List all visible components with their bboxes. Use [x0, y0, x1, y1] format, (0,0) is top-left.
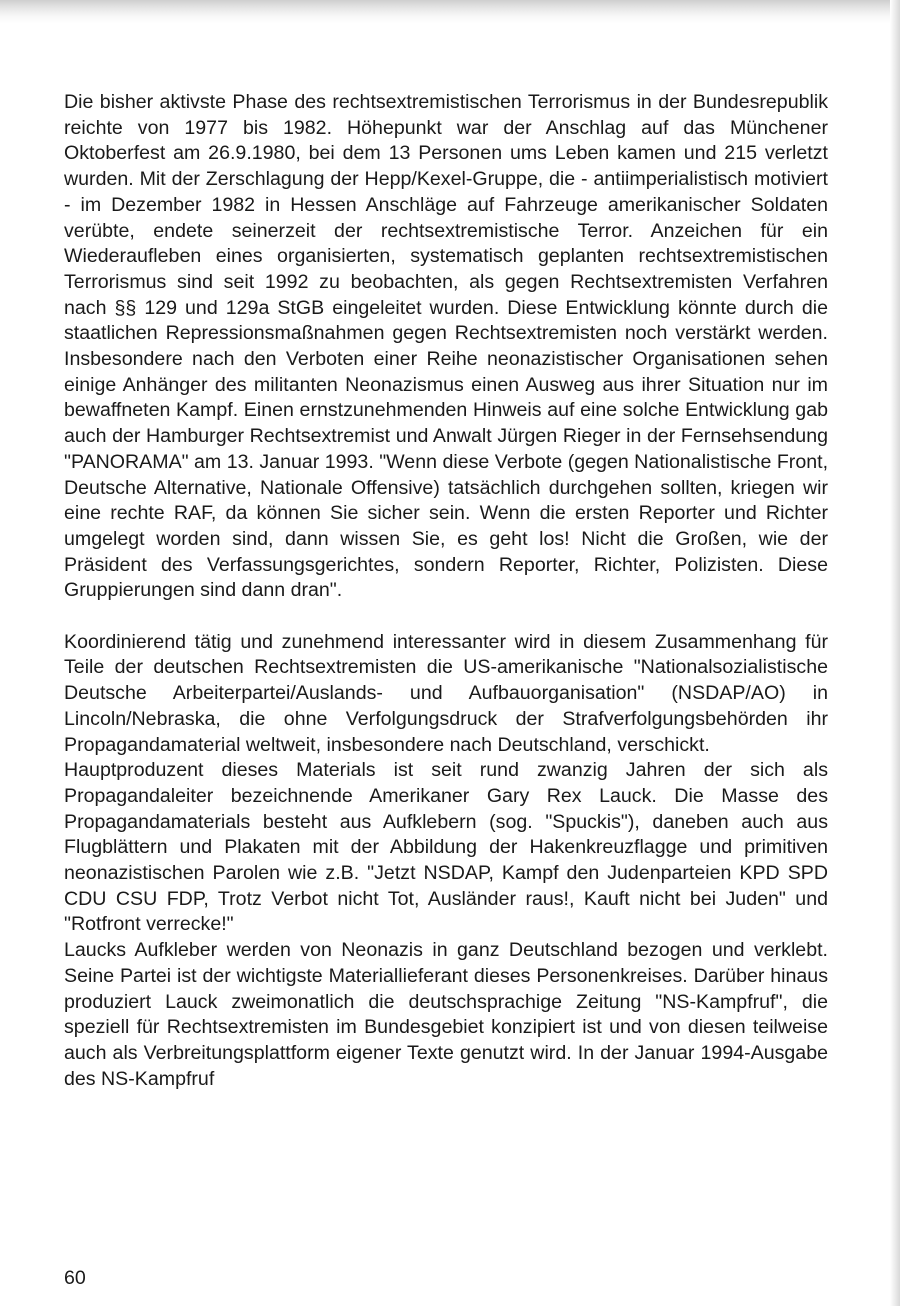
- paragraph-lauck-stickers: Laucks Aufkleber werden von Neonazis in ganz Deutschland bezogen und verklebt. Seine Partei ist der wichtigste Materiallieferant dieses Personenkreises. Darüber hinaus produziert Lauck zweimonatlich die deutschsprachige Zeitung "NS-Kampfruf", die speziell für Rechtsextremisten im Bundesgebiet konzipiert ist und von diesen teilweise auch als Verbreitungsplattform eigener Texte genutzt wird. In der Januar 1994-Ausgabe des NS-Kampfruf: [64, 939, 828, 1090]
- scan-right-edge: [890, 0, 900, 1306]
- body-text: [64, 90, 828, 1092]
- scan-top-edge: [0, 0, 900, 24]
- page-number: 60: [64, 1267, 86, 1289]
- paragraph-terrorism-history: Die bisher aktivste Phase des rechtsextremistischen Terrorismus in der Bundesrepublik reichte von 1977 bis 1982. Höhepunkt war der Anschlag auf das Münchener Oktoberfest am 26.9.1980, bei dem 13 Personen ums Leben kamen und 215 verletzt wurden. Mit der Zerschlagung der Hepp/Kexel-Gruppe, die - antiimperialistisch motiviert - im Dezember 1982 in Hessen Anschläge auf Fahrzeuge amerikanischer Soldaten verübte, endete seinerzeit der rechtsextremistische Terror. Anzeichen für ein Wiederaufleben eines organisierten, systematisch geplanten rechtsextremistischen Terrorismus sind seit 1992 zu beobachten, als gegen Rechtsextremisten Verfahren nach §§ 129 und 129a StGB eingeleitet wurden. Diese Entwicklung könnte durch die staatlichen Repressionsmaßnahmen gegen Rechtsextremisten noch verstärkt werden. Insbesondere nach den Verboten einer Reihe neonazistischer Organisationen sehen einige Anhänger des militanten Neonazismus einen Ausweg aus ihrer Situation nur im bewaffneten Kampf. Einen ernstzunehmenden Hinweis auf eine solche Entwicklung gab auch der Hamburger Rechtsextremist und Anwalt Jürgen Rieger in der Fernsehsendung "PANORAMA" am 13. Januar 1993. "Wenn diese Verbote (gegen Nationalistische Front, Deutsche Alternative, Nationale Offensive) tatsächlich durchgehen sollten, kriegen wir eine rechte RAF, da können Sie sicher sein. Wenn die ersten Reporter und Richter umgelegt worden sind, dann wissen Sie, es geht los! Nicht die Großen, wie der Präsident des Verfassungsgerichtes, sondern Reporter, Richter, Polizisten. Diese Gruppierungen sind dann dran".: [64, 91, 829, 602]
- paragraph-lauck-material: Hauptproduzent dieses Materials ist seit rund zwanzig Jahren der sich als Propagandaleiter bezeichnende Amerikaner Gary Rex Lauck. Die Masse des Propagandamaterials besteht aus Aufklebern (sog. "Spuckis"), daneben auch aus Flugblättern und Plakaten mit der Abbildung der Hakenkreuzflagge und primitiven neonazistischen Parolen wie z.B. "Jetzt NSDAP, Kampf den Judenparteien KPD SPD CDU CSU FDP, Trotz Verbot nicht Tot, Ausländer raus!, Kauft nicht bei Juden" und "Rotfront verrecke!": [64, 759, 828, 936]
- paragraph-nsdap-ao: Koordinierend tätig und zunehmend interessanter wird in diesem Zusammenhang für Teile der deutschen Rechtsextremisten die US-amerikanische "Nationalsozialistische Deutsche Arbeiterpartei/Auslands- und Aufbauorganisation" (NSDAP/AO) in Lincoln/Nebraska, die ohne Verfolgungsdruck der Strafverfolgungsbehörden ihr Propagandamaterial weltweit, insbesondere nach Deutschland, verschickt.: [64, 630, 828, 756]
